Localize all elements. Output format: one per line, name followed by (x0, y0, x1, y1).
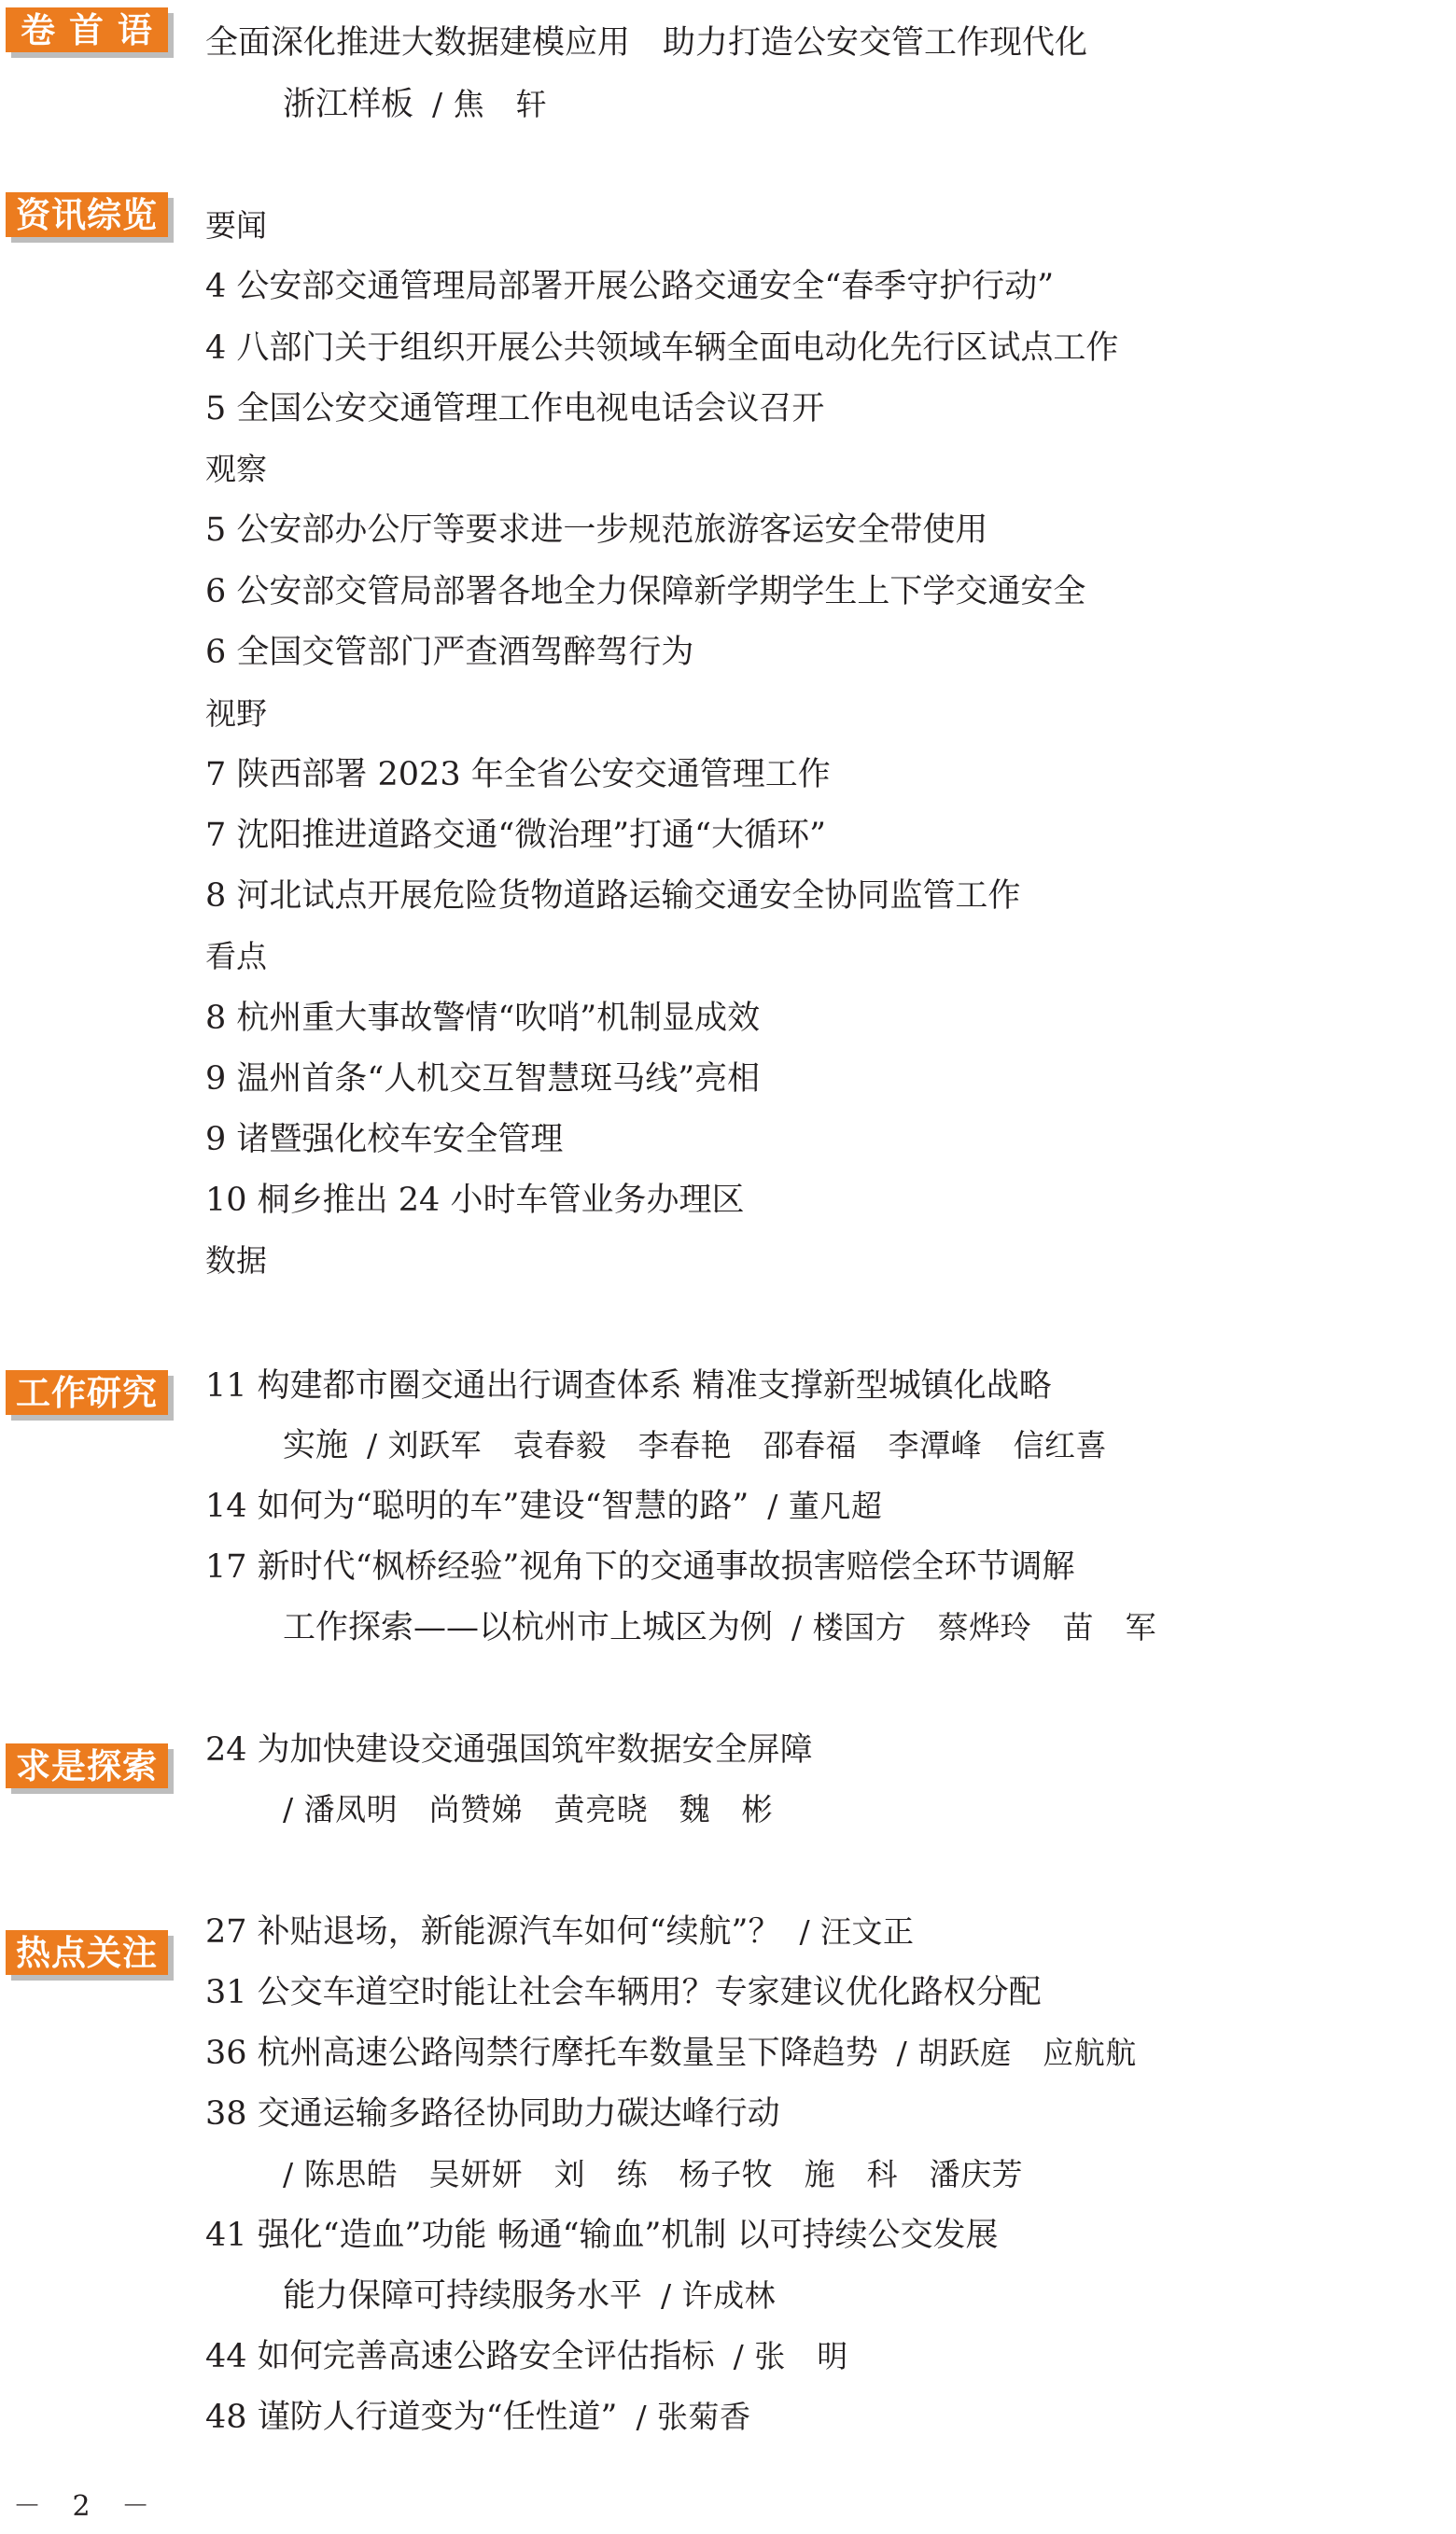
toc-entry-author: / 许成林 (661, 2277, 777, 2314)
toc-entry[interactable]: 10 桐乡推出 24 小时车管业务办理区 (205, 1182, 745, 1219)
toc-entry-title: 36 杭州高速公路闯禁行摩托车数量呈下降趋势 (205, 2035, 878, 2072)
toc-entry[interactable]: 9 诸暨强化校车安全管理 (205, 1121, 564, 1158)
toc-entry-continuation (283, 2275, 776, 2317)
toc-entry-author: / 楼国方 蔡烨玲 苗 军 (791, 1609, 1157, 1645)
section-tag-label: 热点关注 (16, 1932, 158, 1973)
section-tag-label: 卷 首 语 (21, 9, 153, 50)
toc-entry[interactable]: 8 杭州重大事故警情“吹哨”机制显成效 (205, 1000, 761, 1037)
toc-entry[interactable]: 9 温州首条“人机交互智慧斑马线”亮相 (205, 1060, 761, 1098)
foreword-title-line1: 全面深化推进大数据建模应用 助力打造公安交管工作现代化 (205, 24, 1088, 62)
toc-entry-cont-text: 工作探索——以杭州市上城区为例 (283, 1609, 774, 1646)
toc-entry-cont-text: 实施 (283, 1427, 349, 1464)
news-category-data: 数据 (205, 1242, 267, 1279)
toc-entry[interactable]: 6 全国交管部门严查酒驾醉驾行为 (205, 634, 694, 671)
toc-entry-title: 48 谨防人行道变为“任性道” (205, 2399, 618, 2436)
news-category-observe: 观察 (205, 451, 267, 487)
section-tag-news (6, 192, 174, 237)
section-tag-label: 求是探索 (16, 1745, 158, 1786)
news-category-highlight: 看点 (205, 938, 267, 974)
toc-entry-title: 44 如何完善高速公路安全评估指标 (205, 2338, 715, 2375)
toc-entry-author-line (283, 1789, 773, 1830)
toc-entry-author: / 汪文正 (799, 1913, 915, 1950)
toc-entry-author: / 张菊香 (636, 2399, 751, 2435)
toc-entry[interactable]: 7 陕西部署 2023 年全省公安交通管理工作 (205, 756, 831, 793)
section-tag-hot (6, 1930, 174, 1975)
section-tag-label: 工作研究 (16, 1372, 158, 1413)
toc-entry[interactable]: 7 沈阳推进道路交通“微治理”打通“大循环” (205, 817, 826, 854)
toc-entry[interactable] (205, 1911, 915, 1953)
toc-entry-author: / 陈思皓 吴妍妍 刘 练 杨子牧 施 科 潘庆芳 (283, 2156, 1024, 2192)
toc-entry-continuation (283, 1607, 1156, 1648)
toc-entry-author-line (283, 2154, 1023, 2195)
toc-entry[interactable]: 17 新时代“枫桥经验”视角下的交通事故损害赔偿全环节调解 (205, 1548, 1075, 1586)
toc-entry[interactable]: 31 公交车道空时能让社会车辆用？专家建议优化路权分配 (205, 1974, 1042, 2011)
toc-entry-title: 27 补贴退场，新能源汽车如何“续航”？ (205, 1913, 781, 1951)
news-category-vision: 视野 (205, 695, 267, 732)
toc-entry[interactable] (205, 1486, 882, 1527)
toc-entry-cont-text: 能力保障可持续服务水平 (283, 2277, 643, 2315)
toc-entry-author: / 张 明 (733, 2338, 848, 2374)
toc-entry[interactable] (205, 2397, 751, 2438)
toc-entry[interactable] (205, 2336, 848, 2377)
toc-entry[interactable]: 4 八部门关于组织开展公共领域车辆全面电动化先行区试点工作 (205, 329, 1119, 367)
news-category-important: 要闻 (205, 207, 267, 244)
toc-entry[interactable]: 6 公安部交管局部署各地全力保障新学期学生上下学交通安全 (205, 573, 1086, 610)
toc-entry[interactable] (205, 2033, 1137, 2074)
toc-entry-title: 14 如何为“聪明的车”建设“智慧的路” (205, 1488, 749, 1525)
section-tag-foreword (6, 7, 174, 52)
section-tag-label: 资讯综览 (16, 194, 158, 235)
toc-entry[interactable]: 4 公安部交通管理局部署开展公路交通安全“春季守护行动” (205, 268, 1055, 305)
toc-entry[interactable]: 41 强化“造血”功能 畅通“输血”机制 以可持续公交发展 (205, 2217, 999, 2254)
toc-entry-continuation (283, 1425, 1107, 1466)
page-number: － 2 － (13, 2490, 161, 2523)
toc-entry-author: / 刘跃军 袁春毅 李春艳 邵春福 李潭峰 信红喜 (367, 1427, 1108, 1463)
toc-entry-author: / 胡跃庭 应航航 (896, 2035, 1137, 2071)
foreword-author: / 焦 轩 (432, 86, 548, 122)
toc-entry[interactable]: 8 河北试点开展危险货物道路运输交通安全协同监管工作 (205, 877, 1021, 915)
foreword-title-cont: 浙江样板 (283, 86, 414, 123)
section-tag-research (6, 1370, 174, 1415)
toc-entry-author: / 董凡超 (767, 1488, 883, 1524)
toc-entry[interactable]: 24 为加快建设交通强国筑牢数据安全屏障 (205, 1731, 813, 1769)
toc-entry[interactable]: 5 全国公安交通管理工作电视电话会议召开 (205, 390, 825, 427)
toc-entry[interactable]: 5 公安部办公厅等要求进一步规范旅游客运安全带使用 (205, 511, 988, 549)
toc-entry[interactable]: 11 构建都市圈交通出行调查体系 精准支撑新型城镇化战略 (205, 1367, 1052, 1405)
section-tag-explore (6, 1743, 174, 1788)
toc-entry[interactable]: 38 交通运输多路径协同助力碳达峰行动 (205, 2095, 780, 2133)
toc-entry-author: / 潘凤明 尚赞娣 黄亮晓 魏 彬 (283, 1791, 774, 1827)
foreword-title-line2 (283, 84, 547, 125)
